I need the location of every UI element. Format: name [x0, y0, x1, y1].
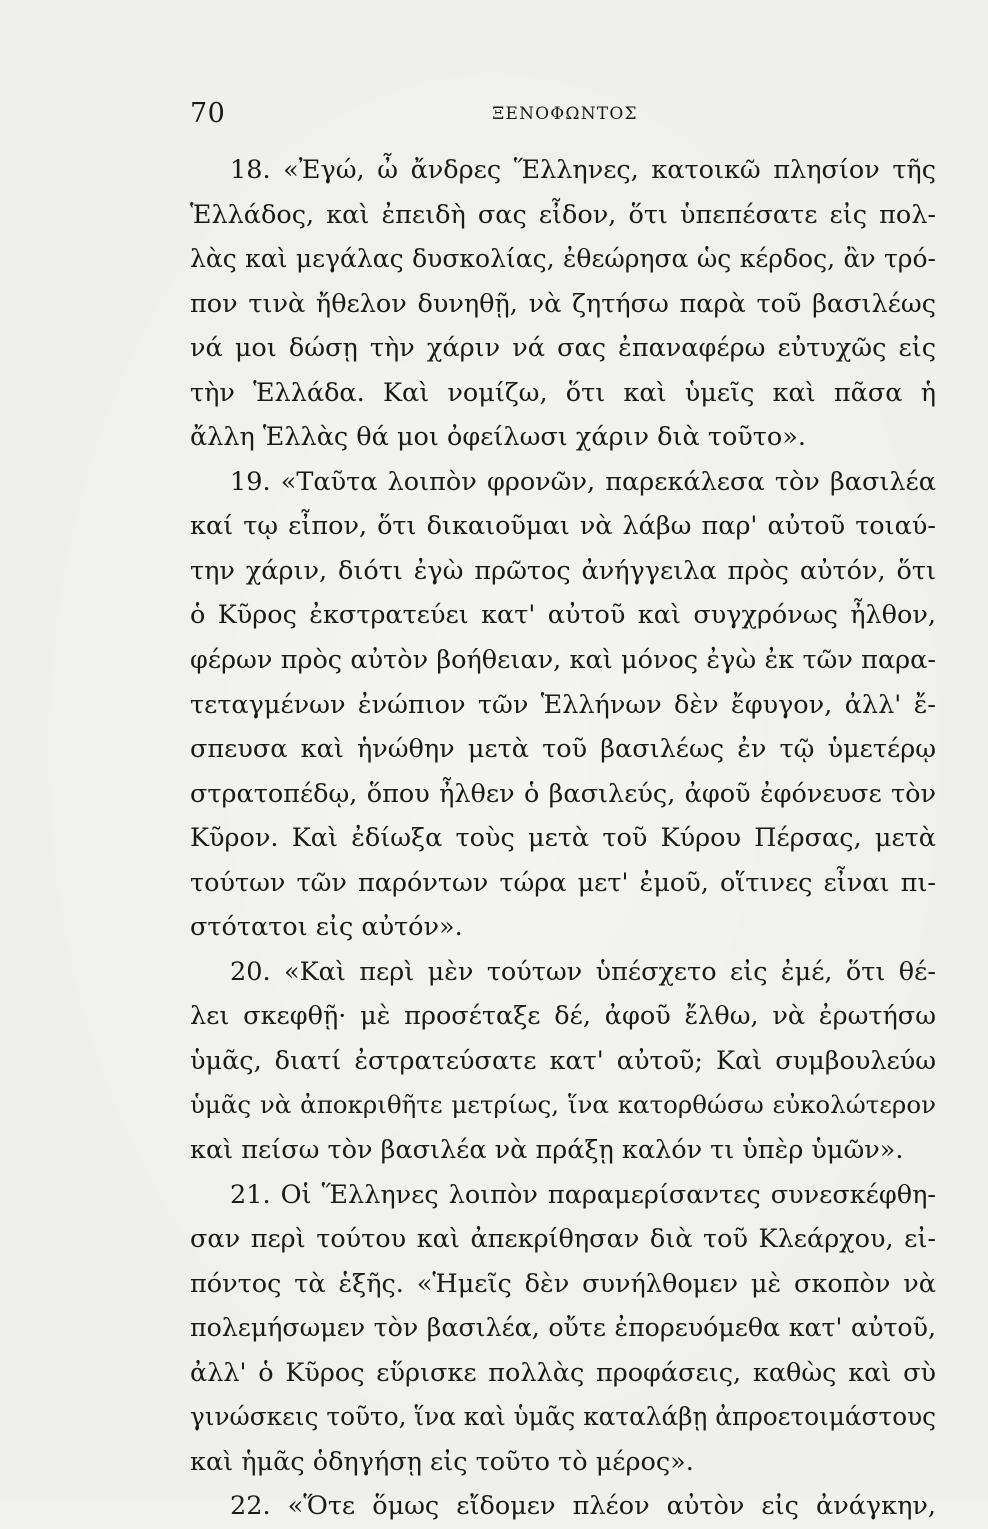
text-line: τὴν Ἑλλάδα. Καὶ νομίζω, ὅτι καὶ ὑμεῖς καὶ πᾶσα ἡ: [190, 377, 936, 408]
running-title: ΞΕΝΟΦΩΝΤΟΣ: [492, 104, 638, 124]
text-line: 19. «Ταῦτα λοιπὸν φρονῶν, παρεκάλεσα τὸν βασιλέα: [230, 466, 936, 497]
text-line: ἄλλη Ἑλλὰς θά μοι ὀφείλωσι χάριν διὰ τοῦτο».: [190, 422, 806, 453]
text-line: ὁ Κῦρος ἐκστρατεύει κατ' αὐτοῦ καὶ συγχρόνως ἦλθον,: [190, 600, 936, 631]
text-line: 18. «Ἐγώ, ὦ ἄνδρες Ἕλληνες, κατοικῶ πλησίον τῆς: [230, 155, 936, 185]
text-line: την χάριν, διότι ἐγὼ πρῶτος ἀνήγγειλα πρὸς αὐτόν, ὅτι: [190, 555, 936, 586]
text-line: νά μοι δώσῃ τὴν χάριν νά σας ἐπαναφέρω εὐτυχῶς εἰς: [190, 333, 936, 364]
body-text: [190, 148, 936, 1529]
text-line: λει σκεφθῇ· μὲ προσέταξε δέ, ἀφοῦ ἔλθω, νὰ ἐρωτήσω: [190, 1001, 936, 1032]
text-line: 20. «Καὶ περὶ μὲν τούτων ὑπέσχετο εἰς ἐμέ, ὅτι θέ-: [230, 956, 936, 987]
text-line: 22. «Ὅτε ὅμως εἴδομεν πλέον αὐτὸν εἰς ἀνάγκην,: [230, 1491, 936, 1522]
text-line: στρατοπέδῳ, ὅπου ἦλθεν ὁ βασιλεύς, ἀφοῦ ἐφόνευσε τὸν: [190, 778, 936, 809]
text-line: στότατοι εἰς αὐτόν».: [190, 912, 463, 943]
text-line: τούτων τῶν παρόντων τώρα μετ' ἐμοῦ, οἵτινες εἶναι πι-: [190, 867, 936, 898]
text-line: σπευσα καὶ ἡνώθην μετὰ τοῦ βασιλέως ἐν τῷ ὑμετέρῳ: [190, 734, 936, 765]
text-line: πον τινὰ ἤθελον δυνηθῇ, νὰ ζητήσω παρὰ τοῦ βασιλέως: [190, 288, 936, 319]
page-number: 70: [190, 98, 226, 129]
text-line: καί τῳ εἶπον, ὅτι δικαιοῦμαι νὰ λάβω παρ' αὐτοῦ τοιαύ-: [190, 511, 936, 542]
text-line: καὶ ἡμᾶς ὁδηγήσῃ εἰς τοῦτο τὸ μέρος».: [190, 1446, 694, 1477]
text-line: πολεμήσωμεν τὸν βασιλέα, οὔτε ἐπορευόμεθα κατ' αὐτοῦ,: [190, 1313, 936, 1343]
text-line: Ἑλλάδος, καὶ ἐπειδὴ σας εἶδον, ὅτι ὑπεπέσατε εἰς πολ-: [190, 199, 936, 230]
text-line: σαν περὶ τούτου καὶ ἀπεκρίθησαν διὰ τοῦ Κλεάρχου, εἰ-: [190, 1224, 936, 1255]
text-line: ἀλλ' ὁ Κῦρος εὕρισκε πολλὰς προφάσεις, καθὼς καὶ σὺ: [190, 1357, 936, 1388]
text-line: φέρων πρὸς αὐτὸν βοήθειαν, καὶ μόνος ἐγὼ ἐκ τῶν παρα-: [190, 645, 936, 676]
text-line: γινώσκεις τοῦτο, ἵνα καὶ ὑμᾶς καταλάβῃ ἀπροετοιμάστους: [190, 1402, 936, 1432]
text-line: καὶ πείσω τὸν βασιλέα νὰ πράξῃ καλόν τι ὑπὲρ ὑμῶν».: [190, 1135, 904, 1166]
text-line: Κῦρον. Καὶ ἐδίωξα τοὺς μετὰ τοῦ Κύρου Πέρσας, μετὰ: [190, 823, 936, 854]
text-line: πόντος τὰ ἑξῆς. «Ἡμεῖς δὲν συνήλθομεν μὲ σκοπὸν νὰ: [190, 1268, 936, 1299]
text-line: ὑμᾶς, διατί ἐστρατεύσατε κατ' αὐτοῦ; Καὶ συμβουλεύω: [190, 1045, 936, 1076]
text-line: ὑμᾶς νὰ ἀποκριθῆτε μετρίως, ἵνα κατορθώσω εὐκολώτερον: [190, 1090, 936, 1120]
text-line: τεταγμένων ἐνώπιον τῶν Ἑλλήνων δὲν ἔφυγον, ἀλλ' ἔ-: [190, 689, 936, 720]
running-head: [190, 98, 938, 138]
text-line: 21. Οἱ Ἕλληνες λοιπὸν παραμερίσαντες συνεσκέφθη-: [230, 1179, 936, 1210]
text-line: λὰς καὶ μεγάλας δυσκολίας, ἐθεώρησα ὡς κέρδος, ἂν τρό-: [190, 244, 936, 274]
